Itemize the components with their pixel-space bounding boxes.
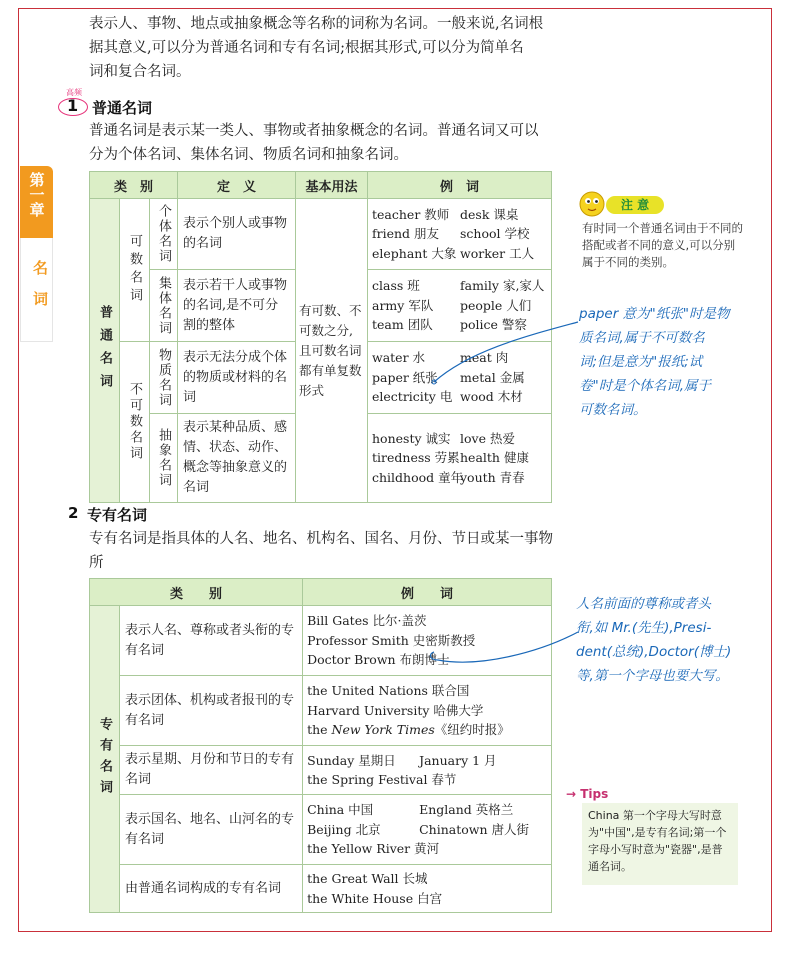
- example-word: Sunday 星期日: [307, 752, 396, 768]
- section2-desc-line: 专有名词是指具体的人名、地名、机构名、国名、月份、节日或某一事物所: [89, 531, 553, 571]
- example-word: paper 纸张: [372, 369, 438, 385]
- example-word: class 班: [372, 278, 420, 294]
- nyt-prefix: the: [307, 722, 332, 738]
- example-word: tiredness 劳累: [372, 450, 460, 466]
- section2-title: 专有名词: [87, 506, 148, 524]
- example-word: January 1 月: [419, 752, 497, 768]
- hand-line: dent(总统),Doctor(博士): [576, 644, 732, 660]
- example-word: people 人们: [460, 297, 532, 313]
- example-word: love 热爱: [460, 430, 515, 446]
- example-word: health 健康: [460, 450, 529, 466]
- type-label: 个体名词: [156, 204, 171, 264]
- intro-line: 据其意义,可以分为普通名词和专有名词;根据其形式,可以分为简单名: [89, 40, 524, 56]
- main-category-label: 普通名词: [97, 304, 112, 397]
- example-word: teacher 教师: [372, 206, 450, 222]
- example-word: meat 肉: [460, 350, 509, 366]
- example-word: the White House 白宫: [307, 890, 443, 906]
- nyt-suffix: 《纽约时报》: [434, 722, 510, 738]
- hand-line: 衔,如 Mr.(先生),Presi-: [576, 620, 712, 636]
- example-word: worker 工人: [460, 245, 535, 261]
- example-word: police 警察: [460, 317, 527, 333]
- example-word: team 团队: [372, 317, 433, 333]
- connector-title-hook: [431, 652, 438, 660]
- example-word: the United Nations 联合国: [307, 683, 470, 699]
- chapter-word-text: 名词: [31, 260, 49, 322]
- usage-cell: 有可数、不可数之分,且可数名词都有单复数形式: [296, 199, 368, 503]
- definition-cell: 表示无法分成个体的物质或材料的名词: [178, 342, 296, 414]
- example-word: Professor Smith 史密斯教授: [307, 632, 476, 648]
- hand-line: 人名前面的尊称或者头: [576, 596, 711, 612]
- example-word: honesty 诚实: [372, 430, 451, 446]
- note-title: 注 意: [606, 196, 664, 214]
- type-label: 集体名词: [156, 275, 171, 336]
- countable-label: 可数名词: [127, 234, 142, 306]
- example-word: wood 木材: [460, 389, 523, 405]
- category-cell: 表示星期、月份和节日的专有名词: [119, 746, 302, 795]
- example-word: elephant 大象: [372, 245, 457, 261]
- example-word: Beijing 北京: [307, 821, 381, 837]
- category-cell: 表示人名、尊称或者头衔的专有名词: [119, 606, 302, 676]
- hand-line: 质名词,属于不可数名: [579, 330, 705, 346]
- note-text: 有时同一个普通名词由于不同的搭配或者不同的意义,可以分别属于不同的类别。: [582, 221, 743, 269]
- header-definition: 定 义: [178, 172, 296, 199]
- section1-number: 1: [67, 96, 79, 115]
- hand-line: 可数名词。: [579, 402, 647, 418]
- section2-number: 2: [68, 504, 79, 522]
- uncountable-label: 不可数名词: [127, 382, 142, 462]
- hand-line: paper 意为"纸张"时是物: [579, 306, 730, 322]
- example-word: metal 金属: [460, 369, 525, 385]
- chapter-text: 第一章: [27, 172, 46, 217]
- hand-line: 卷"时是个体名词,属于: [579, 378, 712, 394]
- header-category: 类 别: [90, 172, 178, 199]
- header-category: 类 别: [90, 579, 303, 606]
- example-word: water 水: [372, 350, 426, 366]
- category-cell: 表示团体、机构或者报刊的专有名词: [119, 676, 302, 746]
- example-word: Chinatown 唐人街: [419, 821, 529, 837]
- example-word: Bill Gates 比尔·盖茨: [307, 613, 427, 629]
- definition-cell: 表示某种品质、感情、状态、动作、概念等抽象意义的名词: [178, 414, 296, 503]
- example-word: desk 课桌: [460, 206, 519, 222]
- header-examples: 例 词: [303, 579, 552, 606]
- section1-desc-line: 普通名词是表示某一类人、事物或者抽象概念的名词。普通名词又可以: [89, 123, 539, 139]
- example-word: Doctor Brown 布朗博士: [307, 652, 450, 668]
- header-examples: 例 词: [368, 172, 552, 199]
- nyt-title: New York Times: [331, 722, 435, 738]
- intro-line: 词和复合名词。: [89, 64, 191, 80]
- example-word: friend 朋友: [372, 226, 440, 242]
- definition-cell: 表示若干人或事物的名词,是不可分割的整体: [178, 270, 296, 342]
- connector-title: [438, 632, 578, 662]
- example-word: China 中国: [307, 802, 374, 818]
- example-word: childhood 童年: [372, 469, 464, 485]
- type-label: 物质名词: [156, 347, 171, 408]
- connector-paper: [434, 322, 578, 382]
- type-label: 抽象名词: [156, 428, 171, 488]
- example-word: army 军队: [372, 297, 434, 313]
- intro-line: 表示人、事物、地点或抽象概念等名称的词称为名词。一般来说,名词根: [89, 16, 544, 32]
- header-usage: 基本用法: [296, 172, 368, 199]
- section1-title: 普通名词: [92, 99, 153, 117]
- hand-line: 词;但是意为"报纸;试: [579, 354, 703, 370]
- tips-title: → Tips: [566, 787, 609, 801]
- example-word: family 家,家人: [460, 278, 545, 294]
- example-word: the Great Wall 长城: [307, 871, 428, 886]
- example-word: electricity 电: [372, 389, 453, 405]
- section1-desc-line: 分为个体名词、集体名词、物质名词和抽象名词。: [89, 147, 408, 163]
- example-word: Harvard University 哈佛大学: [307, 702, 484, 718]
- category-cell: 由普通名词构成的专有名词: [119, 865, 302, 913]
- example-word: England 英格兰: [419, 802, 514, 818]
- main-category-label: 专有名词: [96, 717, 112, 801]
- example-word: the Spring Festival 春节: [307, 772, 457, 787]
- frequency-tag: 高频: [66, 88, 82, 97]
- hand-line: 等,第一个字母也要大写。: [576, 668, 729, 684]
- tips-box: China 第一个字母大写时意为"中国",是专有名词;第一个字母小写时意为"瓷器",是普通名词。: [582, 803, 738, 885]
- example-word: the Yellow River 黄河: [307, 841, 440, 857]
- category-cell: 表示国名、地名、山河名的专有名词: [119, 795, 302, 865]
- example-word: youth 青春: [460, 469, 525, 485]
- definition-cell: 表示个别人或事物的名词: [178, 199, 296, 270]
- example-word: school 学校: [460, 226, 530, 242]
